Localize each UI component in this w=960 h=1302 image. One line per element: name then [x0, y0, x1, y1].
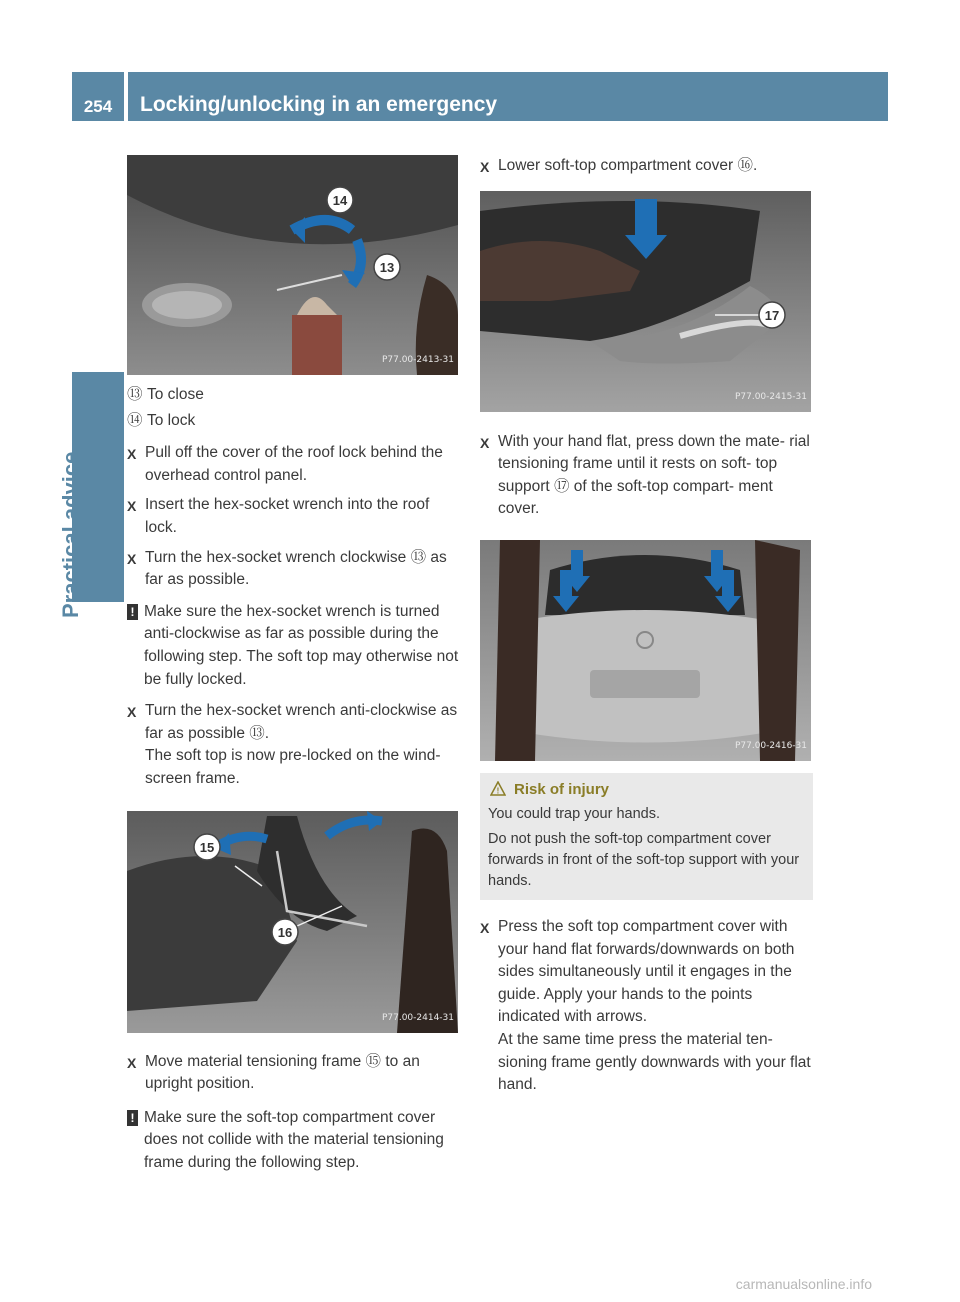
svg-text:!: ! — [496, 786, 500, 796]
tensioning-frame-illustration — [127, 811, 458, 1033]
step — [127, 494, 460, 539]
svg-text:17: 17 — [764, 307, 780, 323]
figure-code: P77.00-2416-31 — [734, 741, 807, 752]
right-column — [480, 155, 813, 1097]
left-column — [127, 155, 460, 1174]
caution-note — [127, 1107, 460, 1175]
svg-text:16: 16 — [277, 924, 293, 940]
step — [127, 442, 460, 487]
step-marker-icon: X — [480, 919, 490, 936]
step-text: Lower soft-top compartment cover ⑯. — [498, 157, 758, 174]
step — [480, 431, 813, 521]
figure-tensioning-frame — [127, 811, 458, 1033]
legend-number: ⑭ — [127, 411, 143, 429]
callout-17 — [759, 302, 785, 328]
page-title: Locking/unlocking in an emergency — [128, 72, 888, 121]
legend-number: ⑬ — [127, 386, 143, 403]
step — [127, 1051, 460, 1096]
step — [480, 155, 813, 179]
note-text: Make sure the soft-top compartment cover does not collide with the material tensioning frame during the following step. — [144, 1108, 444, 1171]
figure-code: P77.00-2414-31 — [381, 1012, 454, 1023]
warning-heading — [490, 779, 805, 800]
step — [127, 700, 460, 790]
step-body — [498, 916, 813, 1097]
figure-code: P77.00-2413-31 — [381, 355, 454, 366]
watermark[interactable]: carmanualsonline.info — [735, 1276, 872, 1292]
step-text: Move material tensioning frame ⑮ to an upright position. — [145, 1052, 420, 1093]
step-marker-icon: X — [127, 498, 137, 515]
step-text: Turn the hex-socket wrench anti-clockwise as far as possible ⑬. — [145, 702, 458, 742]
legend-text: To lock — [147, 411, 196, 429]
figure-roof-lock — [127, 155, 458, 375]
page-number: 254 — [72, 72, 124, 121]
step-marker-icon: X — [127, 550, 137, 567]
step-marker-icon: X — [480, 434, 490, 451]
step-marker-icon: X — [127, 1054, 137, 1071]
svg-text:13: 13 — [379, 260, 395, 275]
callout-13 — [374, 254, 400, 280]
compartment-cover-illustration — [480, 191, 811, 412]
roof-lock-illustration — [127, 155, 458, 375]
step — [127, 547, 460, 592]
figure-rear-view — [480, 540, 811, 761]
svg-text:14: 14 — [332, 193, 348, 208]
warning-box — [480, 773, 813, 900]
step-body — [145, 700, 460, 790]
svg-text:15: 15 — [199, 839, 215, 855]
step-result: At the same time press the material ten- sioning frame gently downwards with your flat hand. — [498, 1030, 811, 1094]
figure-compartment-cover — [480, 191, 811, 412]
warning-text: You could trap your hands. — [488, 805, 660, 822]
warning-text: Do not push the soft-top compartment cover forwards in front of the soft-top support with your hands. — [488, 830, 800, 889]
rear-view-illustration — [480, 540, 811, 761]
step-text: Turn the hex-socket wrench clockwise ⑬ as far as possible. — [145, 548, 447, 589]
callout-15 — [194, 834, 220, 860]
step-text: Pull off the cover of the roof lock behind the overhead control panel. — [145, 444, 443, 484]
step-marker-icon: X — [127, 446, 137, 463]
step-text: With your hand flat, press down the mate- rial tensioning frame until it rests on soft- top support ⑰ of the soft-top compart- ment cover. — [498, 432, 810, 518]
figure-code: P77.00-2415-31 — [734, 392, 807, 402]
section-tab-label-wrap — [58, 372, 124, 618]
step — [480, 916, 813, 1097]
section-tab-label: Practical advice — [58, 451, 83, 618]
exclamation-icon: ! — [127, 1110, 138, 1126]
warning-triangle-icon — [490, 781, 506, 797]
callout-14 — [327, 187, 353, 213]
note-text: Make sure the hex-socket wrench is turned anti-clockwise as far as possible during the following step. The soft top may otherwise not be fully locked. — [144, 602, 459, 688]
warning-title: Risk of injury — [514, 780, 610, 798]
legend-item — [127, 410, 460, 433]
legend-item — [127, 384, 460, 407]
step-marker-icon: X — [480, 159, 490, 175]
caution-note — [127, 601, 460, 691]
exclamation-icon: ! — [127, 604, 138, 620]
callout-16 — [272, 919, 298, 945]
step-marker-icon: X — [127, 704, 137, 721]
legend-text: To close — [147, 386, 204, 403]
step-text: Press the soft top compartment cover with your hand flat forwards/downwards on both sides simultaneously until it engages in the guide. Apply your hands to the points indicated with arrows. — [498, 917, 795, 1026]
step-result: The soft top is now pre-locked on the wind- screen frame. — [145, 747, 441, 787]
step-text: Insert the hex-socket wrench into the roof lock. — [145, 496, 430, 536]
